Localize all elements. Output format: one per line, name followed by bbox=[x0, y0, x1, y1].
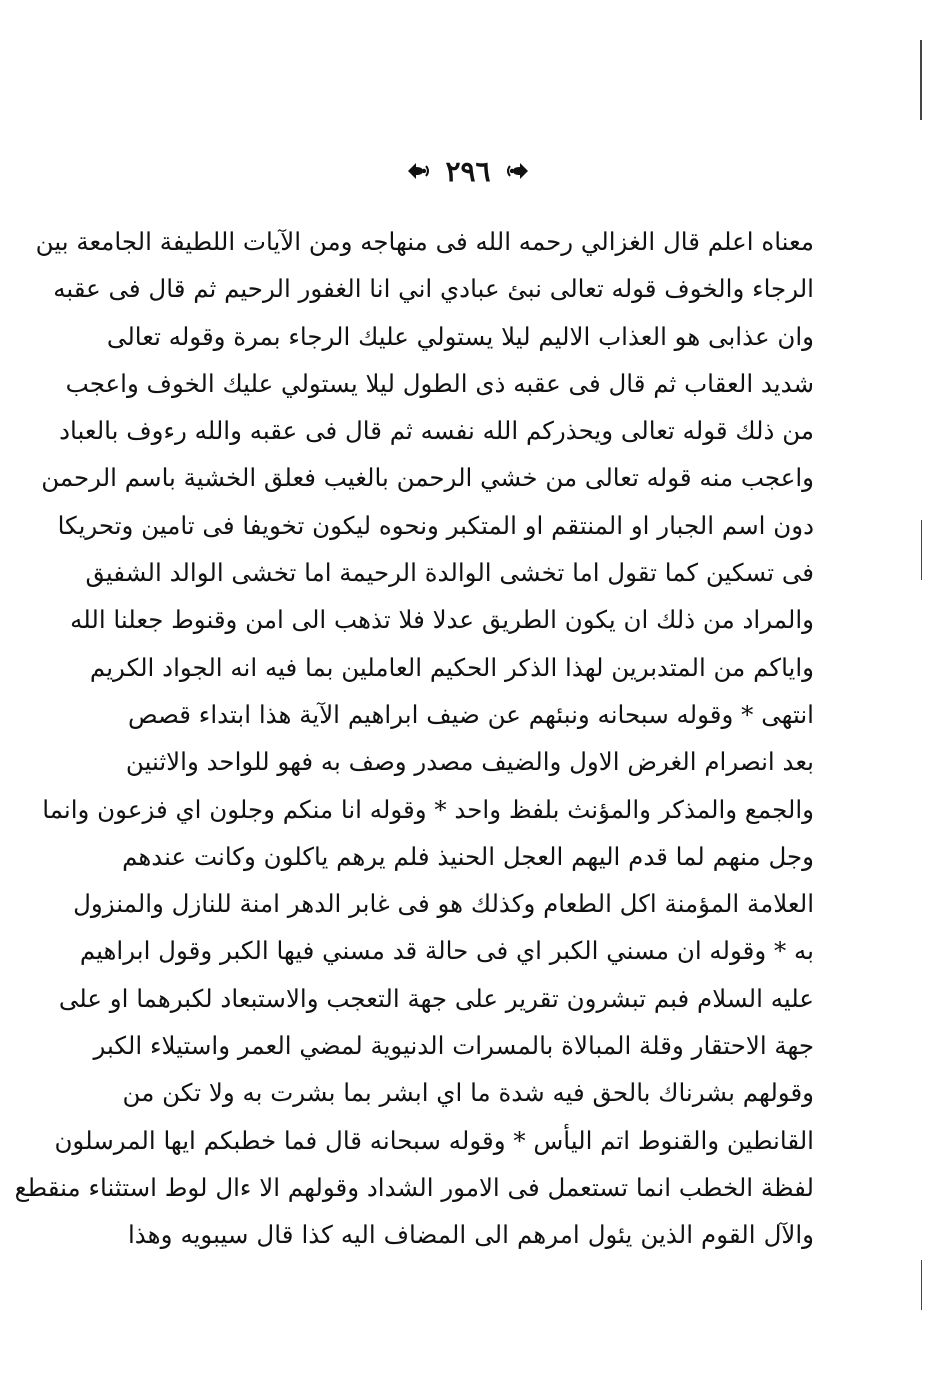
text-line: الرجاء والخوف قوله تعالى نبئ عبادي اني انا الغفور الرحيم ثم قال فى عقبه bbox=[53, 274, 814, 304]
page-header bbox=[0, 148, 936, 194]
page-number: ٢٩٦ bbox=[445, 154, 491, 188]
text-line: واعجب منه قوله تعالى من خشي الرحمن بالغيب فعلق الخشية باسم الرحمن bbox=[41, 463, 814, 493]
text-line: والمراد من ذلك ان يكون الطريق عدلا فلا تذهب الى امن وقنوط جعلنا الله bbox=[70, 605, 814, 635]
text-line: معناه اعلم قال الغزالي رحمه الله فى منهاجه ومن الآيات اللطيفة الجامعة بين bbox=[35, 227, 814, 256]
text-line: به * وقوله ان مسني الكبر اي فى حالة قد مسني فيها الكبر وقول ابراهيم bbox=[79, 936, 814, 966]
text-line: والجمع والمذكر والمؤنث بلفظ واحد * وقوله انا منكم وجلون اي فزعون وانما bbox=[42, 794, 814, 824]
text-line: انتهى * وقوله سبحانه ونبئهم عن ضيف ابراهيم الآية هذا ابتداء قصص bbox=[128, 699, 814, 729]
text-line: وجل منهم لما قدم اليهم العجل الحنيذ فلم يرهم ياكلون وكانت عندهم bbox=[122, 841, 814, 871]
body-text bbox=[14, 218, 814, 1259]
text-line: والآل القوم الذين يئول امرهم الى المضاف اليه كذا قال سيبويه وهذا bbox=[128, 1220, 814, 1250]
text-line: فى تسكين كما تقول اما تخشى الوالدة الرحيمة اما تخشى الوالد الشفيق bbox=[85, 558, 814, 588]
text-line: القانطين والقنوط اتم اليأس * وقوله سبحانه قال فما خطبكم ايها المرسلون bbox=[54, 1125, 814, 1155]
text-line: وقولهم بشرناك بالحق فيه شدة ما اي ابشر بما بشرت به ولا تكن من bbox=[122, 1078, 814, 1108]
text-line: لفظة الخطب انما تستعمل فى الامور الشداد وقولهم الا ءال لوط استثناء منقطع bbox=[14, 1172, 814, 1202]
scan-edge-mark bbox=[921, 520, 922, 580]
ornament-right-icon bbox=[505, 158, 531, 184]
text-line: العلامة المؤمنة اكل الطعام وكذلك هو فى غابر الدهر امنة للنازل والمنزول bbox=[73, 889, 814, 919]
ornament-left-icon bbox=[405, 158, 431, 184]
text-line: دون اسم الجبار او المنتقم او المتكبر ونحوه ليكون تخويفا فى تامين وتحريكا bbox=[57, 510, 814, 540]
text-line: عليه السلام فبم تبشرون تقرير على جهة التعجب والاستبعاد لكبرهما او على bbox=[58, 983, 814, 1013]
text-line: وان عذابى هو العذاب الاليم ليلا يستولي عليك الرجاء بمرة وقوله تعالى bbox=[106, 321, 814, 351]
text-line: شديد العقاب ثم قال فى عقبه ذى الطول ليلا يستولي عليك الخوف واعجب bbox=[65, 368, 814, 398]
text-line: من ذلك قوله تعالى ويحذركم الله نفسه ثم قال فى عقبه والله رءوف بالعباد bbox=[59, 416, 814, 446]
text-line: جهة الاحتقار وقلة المبالاة بالمسرات الدنيوية لمضي العمر واستيلاء الكبر bbox=[93, 1031, 814, 1061]
text-line: بعد انصرام الغرض الاول والضيف مصدر وصف به فهو للواحد والاثنين bbox=[125, 747, 814, 777]
scan-edge-mark bbox=[920, 40, 922, 120]
scan-edge-mark bbox=[921, 1260, 922, 1310]
text-line: واياكم من المتدبرين لهذا الذكر الحكيم العاملين بما فيه انه الجواد الكريم bbox=[89, 652, 814, 682]
